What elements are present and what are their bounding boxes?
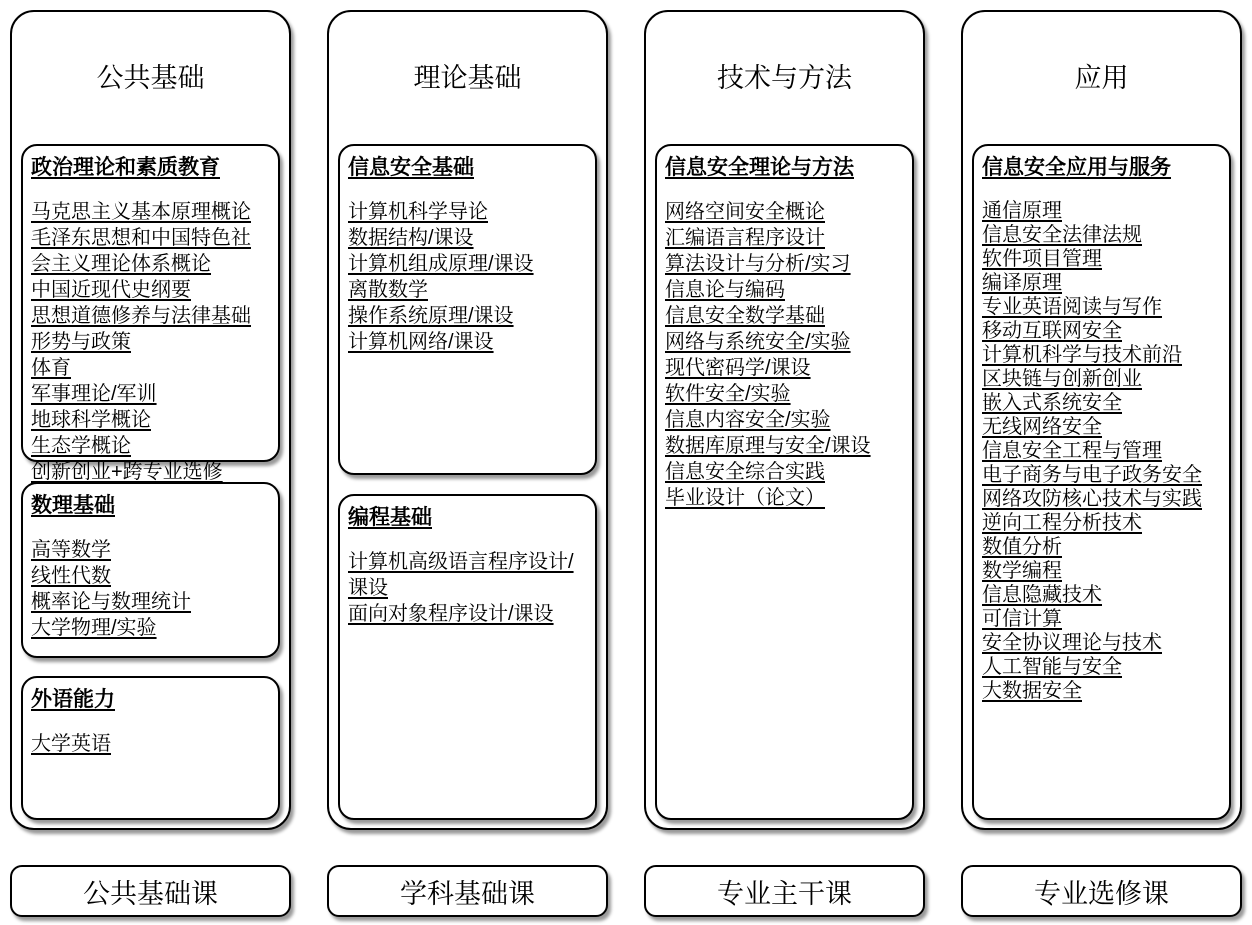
column-box-technology-methods [644, 10, 925, 830]
course-item: 面向对象程序设计/课设 [348, 603, 554, 625]
course-item: 网络与系统安全/实验 [665, 331, 851, 353]
course-list [348, 549, 587, 627]
course-item: 中国近现代史纲要 [31, 279, 191, 301]
category-label-public-basic-courses: 公共基础课 [10, 865, 291, 917]
course-group-infosec-theory-methods [655, 144, 914, 820]
course-item: 移动互联网安全 [982, 320, 1122, 342]
course-group-infosec-foundation [338, 144, 597, 475]
course-group-title: 信息安全基础 [348, 156, 474, 179]
course-group-infosec-application-services [972, 144, 1231, 820]
course-item: 离散数学 [348, 279, 428, 301]
course-item: 大学英语 [31, 733, 111, 755]
course-item: 算法设计与分析/实习 [665, 253, 851, 275]
course-item: 信息安全数学基础 [665, 305, 825, 327]
course-item: 数值分析 [982, 536, 1062, 558]
course-item: 数据结构/课设 [348, 227, 474, 249]
course-item: 计算机组成原理/课设 [348, 253, 534, 275]
course-item: 创新创业+跨专业选修 [31, 461, 223, 483]
course-item: 网络空间安全概论 [665, 201, 825, 223]
column-header: 理论基础 [413, 63, 522, 93]
course-item: 信息安全法律法规 [982, 224, 1142, 246]
course-item: 数据库原理与安全/课设 [665, 435, 871, 457]
course-item: 无线网络安全 [982, 416, 1102, 438]
course-list [31, 199, 270, 485]
course-item: 线性代数 [31, 565, 111, 587]
course-group-title: 数理基础 [31, 494, 115, 517]
course-group-title: 信息安全应用与服务 [982, 156, 1171, 179]
column-header: 应用 [1074, 63, 1129, 93]
course-item: 汇编语言程序设计 [665, 227, 825, 249]
course-item: 计算机科学与技术前沿 [982, 344, 1182, 366]
course-item: 思想道德修养与法律基础 [31, 305, 251, 327]
course-item: 逆向工程分析技术 [982, 512, 1142, 534]
course-group-political-theory [21, 144, 280, 483]
category-label-major-elective-courses: 专业选修课 [961, 865, 1242, 917]
course-item: 专业英语阅读与写作 [982, 296, 1162, 318]
course-item: 军事理论/军训 [31, 383, 157, 405]
course-item: 区块链与创新创业 [982, 368, 1142, 390]
course-group-title: 政治理论和素质教育 [31, 156, 220, 179]
course-item: 软件项目管理 [982, 248, 1102, 270]
course-item: 可信计算 [982, 608, 1062, 630]
course-item: 网络攻防核心技术与实践 [982, 488, 1202, 510]
course-item: 信息内容安全/实验 [665, 409, 831, 431]
course-item: 计算机科学导论 [348, 201, 488, 223]
course-item: 计算机高级语言程序设计/课设 [348, 551, 574, 599]
course-group-math-foundation [21, 482, 280, 658]
column-header: 技术与方法 [717, 63, 852, 93]
category-label-major-core-courses: 专业主干课 [644, 865, 925, 917]
column-public-foundation [10, 10, 291, 925]
course-item: 信息论与编码 [665, 279, 785, 301]
course-item: 形势与政策 [31, 331, 131, 353]
column-box-theoretical-foundation [327, 10, 608, 830]
course-list [31, 537, 270, 641]
course-item: 生态学概论 [31, 435, 131, 457]
course-item: 电子商务与电子政务安全 [982, 464, 1202, 486]
course-list [982, 199, 1221, 703]
course-item: 安全协议理论与技术 [982, 632, 1162, 654]
course-item: 高等数学 [31, 539, 111, 561]
course-item: 概率论与数理统计 [31, 591, 191, 613]
course-item: 毛泽东思想和中国特色社会主义理论体系概论 [31, 227, 251, 275]
course-item: 操作系统原理/课设 [348, 305, 514, 327]
course-list [31, 731, 270, 757]
course-list [665, 199, 904, 511]
course-item: 马克思主义基本原理概论 [31, 201, 251, 223]
course-item: 通信原理 [982, 200, 1062, 222]
course-group-title: 编程基础 [348, 506, 432, 529]
course-item: 信息隐藏技术 [982, 584, 1102, 606]
course-item: 软件安全/实验 [665, 383, 791, 405]
course-item: 大数据安全 [982, 680, 1082, 702]
course-item: 数学编程 [982, 560, 1062, 582]
course-group-foreign-language [21, 676, 280, 820]
course-item: 编译原理 [982, 272, 1062, 294]
column-theoretical-foundation [327, 10, 608, 925]
category-label-discipline-basic-courses: 学科基础课 [327, 865, 608, 917]
course-item: 嵌入式系统安全 [982, 392, 1122, 414]
course-item: 体育 [31, 357, 71, 379]
column-box-public-foundation [10, 10, 291, 830]
course-list [348, 199, 587, 355]
course-item: 大学物理/实验 [31, 617, 157, 639]
course-item: 信息安全工程与管理 [982, 440, 1162, 462]
course-item: 信息安全综合实践 [665, 461, 825, 483]
course-item: 计算机网络/课设 [348, 331, 494, 353]
course-group-title: 外语能力 [31, 688, 115, 711]
course-group-title: 信息安全理论与方法 [665, 156, 854, 179]
course-item: 人工智能与安全 [982, 656, 1122, 678]
column-technology-methods [644, 10, 925, 925]
column-header: 公共基础 [96, 63, 205, 93]
course-item: 现代密码学/课设 [665, 357, 811, 379]
column-application [961, 10, 1242, 925]
column-box-application [961, 10, 1242, 830]
course-item: 毕业设计（论文） [665, 487, 825, 509]
course-item: 地球科学概论 [31, 409, 151, 431]
course-group-programming-foundation [338, 494, 597, 820]
